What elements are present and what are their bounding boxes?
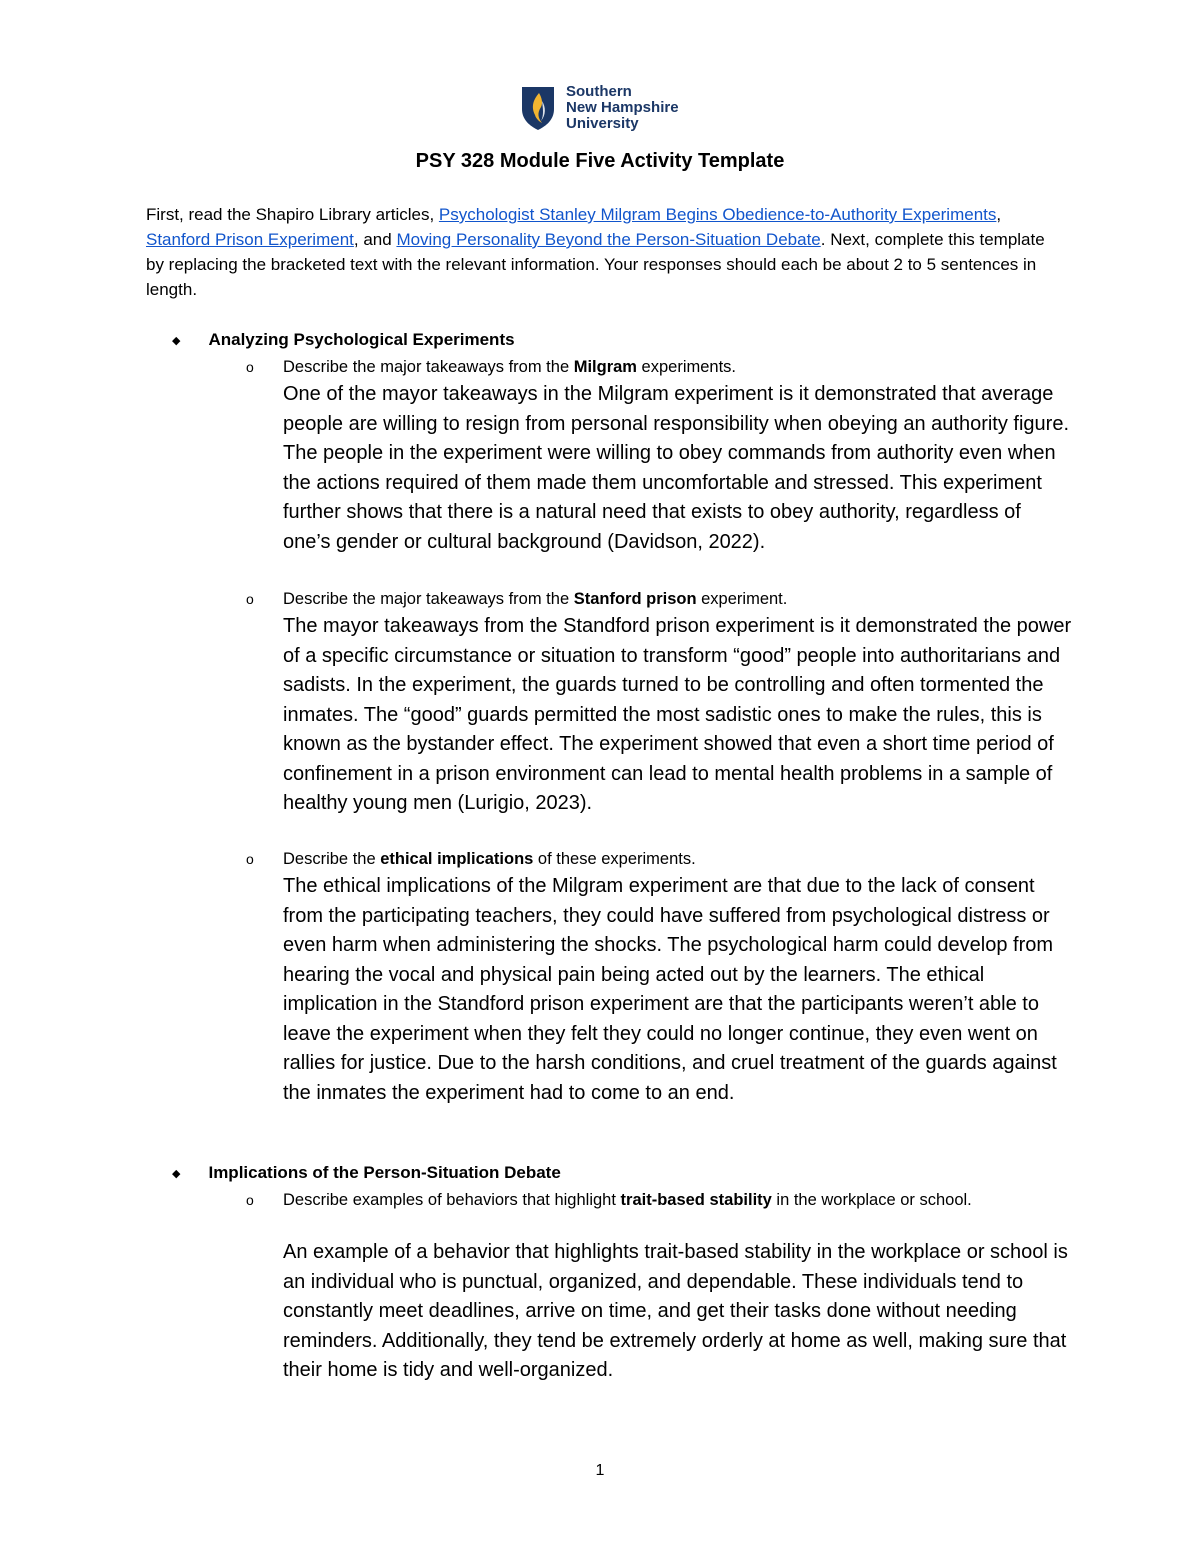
question-ethics: o Describe the ethical implications of these experiments. xyxy=(246,847,1066,872)
person-situation-article-link[interactable]: Moving Personality Beyond the Person-Situation Debate xyxy=(396,230,821,249)
intro-sep-1: , xyxy=(996,205,1002,224)
snhu-logo xyxy=(520,84,679,132)
question-milgram: o Describe the major takeaways from the Milgram experiments. xyxy=(246,355,1066,380)
answer-milgram: One of the mayor takeaways in the Milgram experiment is it demonstrated that average people are willing to resign from personal responsibility when obeying an authority figure. The people in the experiment were willing to obey commands from authority even when the actions required of them made them uncomfortable and stressed. This experiment further shows that there is a natural need that exists to obey authority, regardless of one’s gender or cultural background (Davidson, 2022). xyxy=(283,383,1069,553)
milgram-article-link[interactable]: Psychologist Stanley Milgram Begins Obedience-to-Authority Experiments xyxy=(438,205,997,224)
section-heading-text: Implications of the Person-Situation Debate xyxy=(208,1163,561,1182)
page-title: PSY 328 Module Five Activity Template xyxy=(415,150,785,172)
question-stanford: o Describe the major takeaways from the Stanford prison experiment. xyxy=(246,587,1066,612)
intro-sep-2: , and xyxy=(353,230,397,249)
stanford-article-link[interactable]: Stanford Prison Experiment xyxy=(146,230,354,249)
section-heading-text: Analyzing Psychological Experiments xyxy=(208,330,515,349)
sub-bullet-icon: o xyxy=(246,1192,254,1208)
page-number: 1 xyxy=(595,1462,605,1479)
sub-bullet-icon: o xyxy=(246,591,254,607)
logo-line-3: University xyxy=(566,115,639,132)
answer-trait-stability: An example of a behavior that highlights trait-based stability in the workplace or school is an individual who is punctual, organized, and dependable. These individuals tend to constantly meet deadlines, arrive on time, and get their tasks done without needing reminders. Additionally, they tend be extremely orderly at home as well, making sure that their home is tidy and well-organized. xyxy=(283,1241,1068,1381)
logo-line-1: Southern xyxy=(566,83,632,100)
intro-paragraph xyxy=(146,202,1056,302)
section-heading-person-situation xyxy=(172,1163,561,1183)
sub-bullet-icon: o xyxy=(246,359,254,375)
logo-line-2: New Hampshire xyxy=(566,99,679,116)
answer-stanford: The mayor takeaways from the Standford prison experiment is it demonstrated the power of a specific circumstance or situation to transform “good” people into authoritarians and sadists. In the experiment, the guards turned to be controlling and often tormented the inmates. The “good” guards permitted the most sadistic ones to make the rules, this is known as the bystander effect. The experiment showed that even a short time period of confinement in a prison environment can lead to mental health problems in a sample of healthy young men (Lurigio, 2023). xyxy=(283,615,1072,814)
intro-suffix: . Next, complete this template by replacing the bracketed text with the relevant information. Your responses should each be about 2 to 5 sentences in length. xyxy=(146,230,1045,299)
bullet-icon: ◆ xyxy=(172,334,181,347)
answer-ethics: The ethical implications of the Milgram experiment are that due to the lack of consent from the participating teachers, they could have suffered from psychological distress or even harm when administering the shocks. The psychological harm could develop from hearing the vocal and physical pain being acted out by the learners. The ethical implication in the Standford prison experiment are that the participants weren’t able to leave the experiment when they felt they could no longer continue, they even went on rallies for justice. Due to the harsh conditions, and cruel treatment of the guards against the inmates the experiment had to come to an end. xyxy=(283,875,1057,1104)
snhu-shield-icon xyxy=(520,85,556,131)
intro-prefix: First, read the Shapiro Library articles, xyxy=(146,205,439,224)
sub-bullet-icon: o xyxy=(246,851,254,867)
bullet-icon: ◆ xyxy=(172,1167,181,1180)
section-heading-analyzing xyxy=(172,330,515,350)
question-trait-stability: o Describe examples of behaviors that highlight trait-based stability in the workplace or school. xyxy=(246,1188,1066,1213)
